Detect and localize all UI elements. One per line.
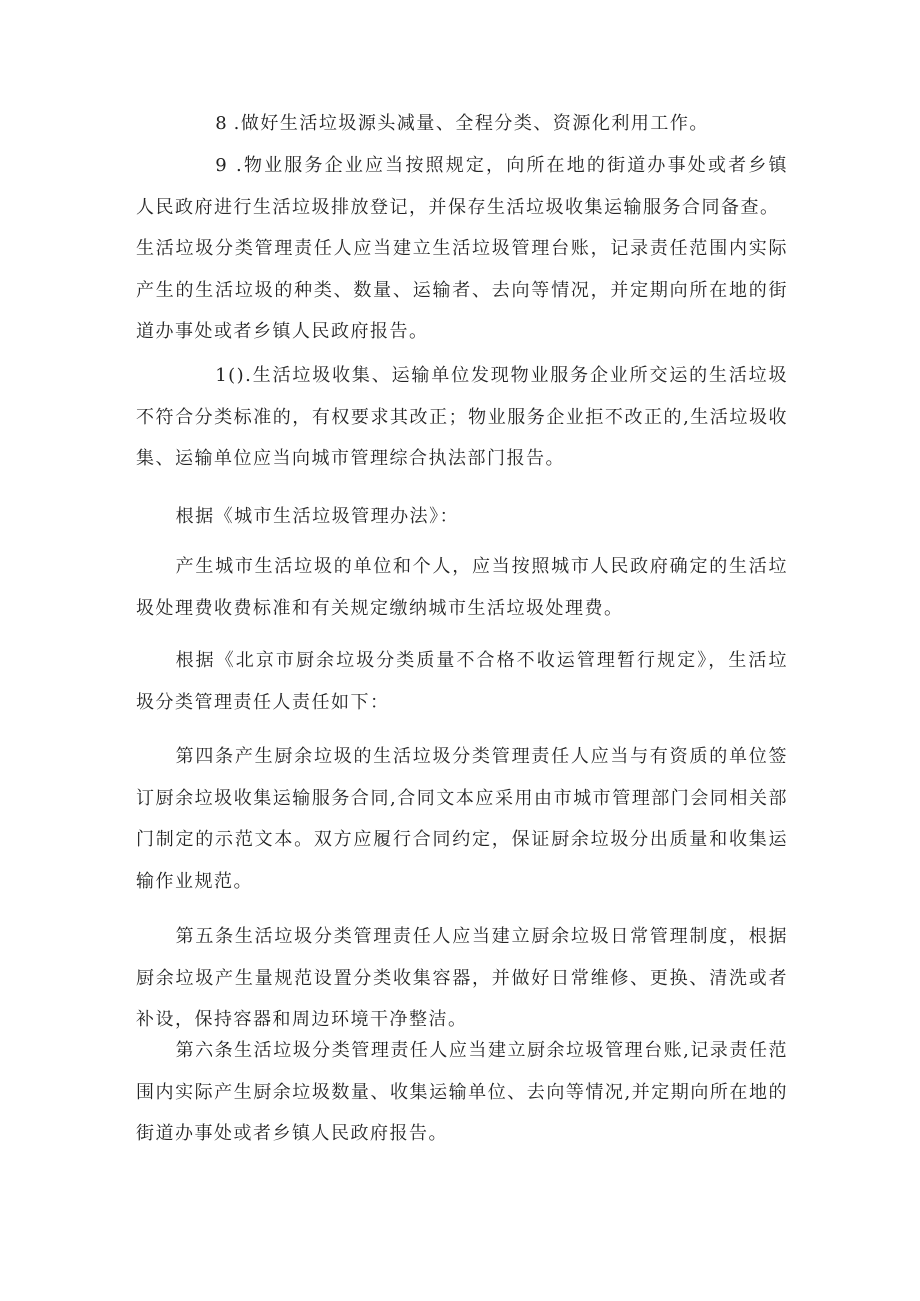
paragraph-text: 根据《城市生活垃圾管理办法》： [175, 506, 460, 527]
paragraph-text: 生活垃圾分类管理责任人应当建立生活垃圾管理台账，记录责任范围内实际产生的生活垃圾的种类、数量、运输者、去向等情况，并定期向所在地的街道办事处或者乡镇人民政府报告。 [136, 238, 788, 342]
paragraph-text: 生活垃圾收集、运输单位发现物业服务企业所交运的生活垃圾不符合分类标准的，有权要求其改正；物业服务企业拒不改正的,生活垃圾收集、运输单位应当向城市管理综合执法部门报告。 [136, 365, 788, 469]
paragraph-beijing-rules [136, 640, 788, 723]
paragraph-municipal-measures [136, 496, 788, 538]
paragraph-item-10 [136, 355, 788, 480]
paragraph-text: 根据《北京市厨余垃圾分类质量不合格不收运管理暂行规定》，生活垃圾分类管理责任人责任如下： [136, 650, 788, 713]
paragraph-article-4 [136, 736, 788, 902]
paragraph-text: 第六条生活垃圾分类管理责任人应当建立厨余垃圾管理台账,记录责任范围内实际产生厨余垃圾数量、收集运输单位、去向等情况,并定期向所在地的街道办事处或者乡镇人民政府报告。 [136, 1040, 788, 1144]
paragraph-ledger [136, 228, 788, 353]
paragraph-text: 第四条产生厨余垃圾的生活垃圾分类管理责任人应当与有资质的单位签订厨余垃圾收集运输服务合同,合同文本应采用由市城市管理部门会同相关部门制定的示范文本。双方应履行合同约定，保证厨余垃圾分出质量和收集运输作业规范。 [136, 746, 788, 892]
item-number: 1(). [215, 365, 253, 386]
paragraph-fee [136, 546, 788, 629]
paragraph-text: .做好生活垃圾源头减量、全程分类、资源化利用工作。 [233, 113, 709, 134]
item-number: 8 [215, 113, 229, 134]
paragraph-item-8 [136, 103, 788, 145]
paragraph-text: 第五条生活垃圾分类管理责任人应当建立厨余垃圾日常管理制度，根据厨余垃圾产生量规范设置分类收集容器，并做好日常维修、更换、清洗或者补设，保持容器和周边环境干净整洁。 [136, 926, 788, 1030]
paragraph-item-9 [136, 145, 788, 228]
paragraph-text: .物业服务企业应当按照规定，向所在地的街道办事处或者乡镇人民政府进行生活垃圾排放登记，并保存生活垃圾收集运输服务合同备查。 [136, 155, 788, 218]
item-number: 9 [215, 155, 229, 176]
paragraph-text: 产生城市生活垃圾的单位和个人，应当按照城市人民政府确定的生活垃圾处理费收费标准和有关规定缴纳城市生活垃圾处理费。 [136, 556, 788, 619]
paragraph-article-5 [136, 916, 788, 1041]
paragraph-article-6 [136, 1030, 788, 1155]
